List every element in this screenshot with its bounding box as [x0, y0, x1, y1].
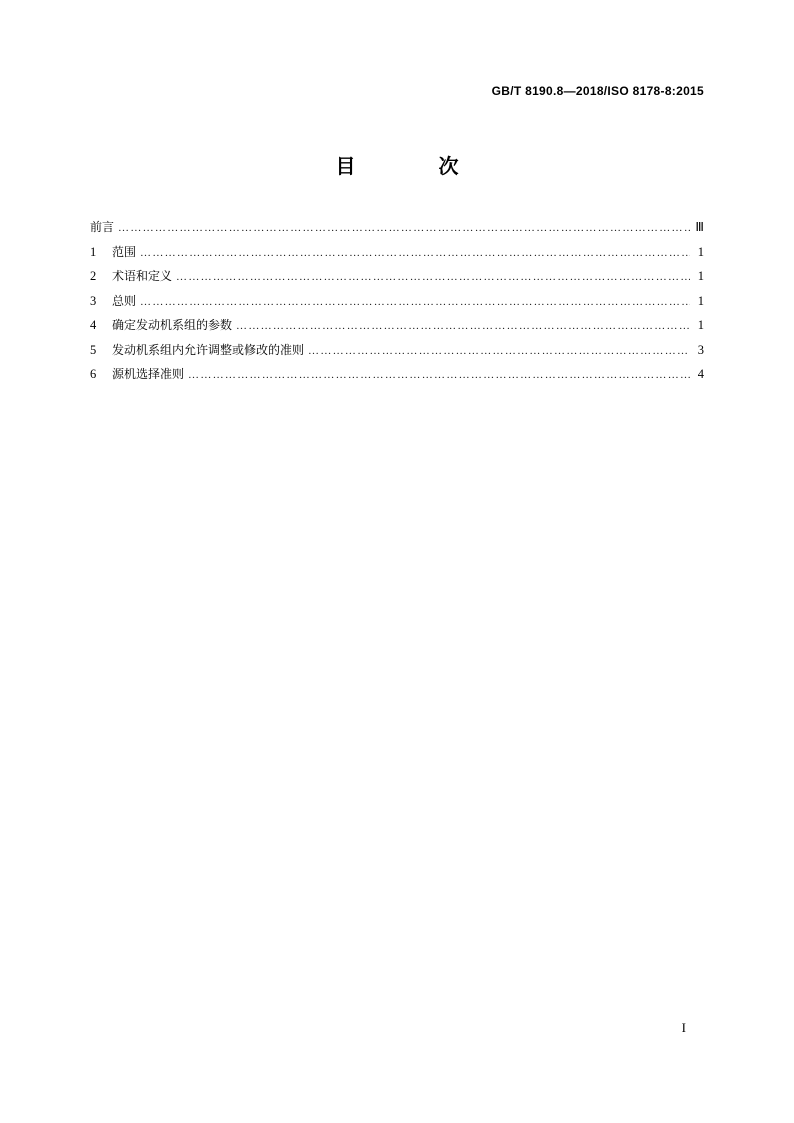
- toc-entry-page: 1: [697, 244, 704, 259]
- toc-entry-general[interactable]: [90, 292, 704, 317]
- toc-entry-title: 确定发动机系组的参数: [112, 318, 233, 332]
- toc-entry-page: 1: [697, 293, 704, 308]
- page-number: I: [681, 1020, 686, 1035]
- toc-leader-dots: [118, 219, 690, 237]
- toc-entry-title: 术语和定义: [112, 269, 173, 283]
- toc-entry-number: 6: [90, 367, 97, 381]
- page-title: 目 次: [335, 154, 497, 178]
- toc-entry-number: 4: [90, 318, 97, 332]
- toc-entry-foreword[interactable]: [90, 218, 704, 243]
- toc-entry-scope[interactable]: [90, 243, 704, 268]
- toc-entry-parent-engine-selection[interactable]: [90, 365, 704, 390]
- toc-entry-parameters[interactable]: [90, 316, 704, 341]
- toc-entry-title: 范围: [112, 244, 137, 259]
- toc-entry-title: 前言: [90, 220, 115, 234]
- toc-entry-number: 3: [90, 293, 97, 308]
- toc-leader-dots: [188, 366, 690, 384]
- toc-entry-page: 4: [697, 367, 704, 381]
- toc-entry-terms[interactable]: [90, 267, 704, 292]
- standard-code: GB/T 8190.8—2018/ISO 8178-8:2015: [491, 84, 704, 98]
- toc-entry-adjustment-criteria[interactable]: [90, 341, 704, 366]
- toc-entry-number: 1: [90, 244, 97, 259]
- toc-entry-title: 总则: [112, 293, 137, 308]
- toc-entry-page: Ⅲ: [695, 220, 704, 234]
- table-of-contents: [90, 218, 704, 390]
- toc-entry-page: 3: [697, 342, 704, 357]
- toc-leader-dots: [140, 244, 690, 262]
- toc-entry-title: 发动机系组内允许调整或修改的准则: [112, 342, 305, 357]
- toc-entry-page: 1: [697, 318, 704, 332]
- toc-entry-page: 1: [697, 269, 704, 283]
- toc-leader-dots: [140, 293, 690, 311]
- toc-entry-number: 5: [90, 342, 97, 357]
- toc-entry-number: 2: [90, 269, 97, 283]
- toc-leader-dots: [236, 317, 690, 335]
- toc-entry-title: 源机选择准则: [112, 367, 185, 381]
- toc-leader-dots: [176, 268, 690, 286]
- toc-leader-dots: [308, 342, 690, 360]
